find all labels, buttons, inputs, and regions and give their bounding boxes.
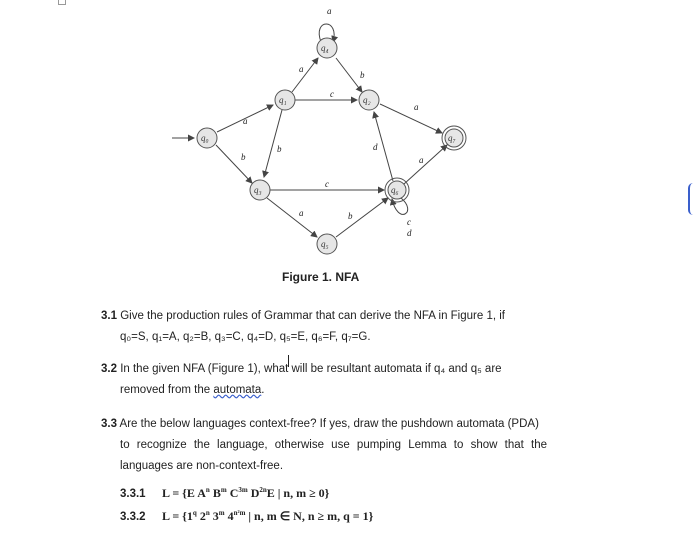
state-q4 bbox=[317, 38, 337, 58]
language-3-3-2 bbox=[120, 509, 373, 524]
edge-q4-q2 bbox=[336, 58, 362, 92]
label-loop-q6-d: d bbox=[407, 228, 412, 238]
lang1-exp: 3m bbox=[238, 486, 248, 494]
state-q7 bbox=[442, 126, 466, 150]
state-q1 bbox=[275, 90, 295, 110]
lang1-part: D bbox=[247, 486, 260, 500]
lang2-number: 3.3.2 bbox=[120, 511, 146, 523]
edge-q0-q3 bbox=[216, 145, 252, 183]
q33-line1: Are the below languages context-free? If yes, draw the pushdown automata (PDA) bbox=[117, 418, 539, 430]
state-q5 bbox=[317, 234, 337, 254]
label-q5-q6: b bbox=[348, 211, 353, 221]
state-q6-label: q₆ bbox=[391, 185, 399, 195]
label-loop-q4: a bbox=[327, 6, 332, 16]
lang2-part: | n, m ∈ N, n ≥ m, q = 1} bbox=[245, 509, 374, 523]
lang2-part: 4 bbox=[224, 509, 234, 523]
label-q0-q1: a bbox=[243, 116, 248, 126]
loop-q6 bbox=[392, 198, 408, 214]
lang2-part: 3 bbox=[209, 509, 219, 523]
state-q1-label: q₁ bbox=[279, 95, 287, 105]
lang2-exp: n²m bbox=[233, 509, 246, 517]
lang2-part: L = {1 bbox=[162, 509, 193, 523]
q32-line2a: removed from the bbox=[120, 384, 214, 396]
lang1-part: E | n, m ≥ 0} bbox=[266, 486, 330, 500]
lang1-exp: m bbox=[220, 486, 227, 494]
state-q7-label: q₇ bbox=[448, 133, 456, 143]
edge-q5-q6 bbox=[336, 198, 388, 237]
label-q6-q7: a bbox=[419, 155, 424, 165]
q32-line2c: . bbox=[261, 384, 265, 396]
edge-q3-q5 bbox=[267, 198, 317, 237]
q32-spellcheck-word: automata bbox=[213, 384, 262, 396]
q33-number: 3.3 bbox=[101, 418, 117, 430]
lang2-exp: n bbox=[205, 509, 210, 517]
state-q2-label: q₂ bbox=[363, 95, 371, 105]
lang1-part: B bbox=[209, 486, 221, 500]
q31-line1: Give the production rules of Grammar that can derive the NFA in Figure 1, if bbox=[117, 310, 505, 322]
label-q1-q4: a bbox=[299, 64, 304, 74]
state-q6 bbox=[385, 178, 409, 202]
lang1-exp: n bbox=[205, 486, 210, 494]
lang1-part: L = {E A bbox=[162, 486, 206, 500]
edge-q6-q7 bbox=[404, 145, 447, 184]
lang2-exp: q bbox=[192, 509, 197, 517]
q33-line3: languages are non-context-free. bbox=[120, 460, 284, 472]
label-q0-q3: b bbox=[241, 152, 246, 162]
q33-line2: to recognize the language, otherwise use pumping Lemma to show that the bbox=[120, 439, 547, 451]
state-q4-label: q₄ bbox=[321, 43, 329, 53]
language-3-3-1 bbox=[120, 486, 329, 501]
state-q0-label: q₀ bbox=[201, 133, 209, 143]
q31-line2: q₀=S, q₁=A, q₂=B, q₃=C, q₄=D, q₅=E, q₆=F, q₇=G. bbox=[120, 331, 371, 343]
lang2-part: 2 bbox=[196, 509, 206, 523]
lang1-number: 3.3.1 bbox=[120, 488, 146, 500]
q31-number: 3.1 bbox=[101, 310, 117, 322]
q32-line1: In the given NFA (Figure 1), what will be resultant automata if q₄ and q₅ are bbox=[117, 363, 502, 375]
q32-number: 3.2 bbox=[101, 363, 117, 375]
question-3-3 bbox=[101, 414, 547, 477]
label-q2-q7: a bbox=[414, 102, 419, 112]
label-q3-q6: c bbox=[325, 179, 329, 189]
state-q2 bbox=[359, 90, 379, 110]
lang1-part: C bbox=[226, 486, 239, 500]
label-q3-q5: a bbox=[299, 208, 304, 218]
lang2-exp: m bbox=[218, 509, 225, 517]
figure-caption: Figure 1. NFA bbox=[282, 270, 360, 284]
label-q4-q2: b bbox=[360, 70, 365, 80]
lang1-exp: 2n bbox=[259, 486, 267, 494]
question-3-1 bbox=[101, 306, 551, 348]
label-q1-q3: b bbox=[277, 144, 282, 154]
pen-annotation-mark bbox=[688, 183, 693, 215]
state-q5-label: q₅ bbox=[321, 239, 329, 249]
label-loop-q6-c: c bbox=[407, 217, 411, 227]
question-3-2 bbox=[101, 359, 551, 401]
label-q6-q2: d bbox=[373, 142, 378, 152]
state-q3-label: q₃ bbox=[254, 185, 262, 195]
edge-q1-q4 bbox=[292, 58, 318, 92]
edge-q2-q7 bbox=[380, 104, 442, 133]
state-q3 bbox=[250, 180, 270, 200]
label-q1-q2: c bbox=[330, 89, 334, 99]
state-q0 bbox=[197, 128, 217, 148]
